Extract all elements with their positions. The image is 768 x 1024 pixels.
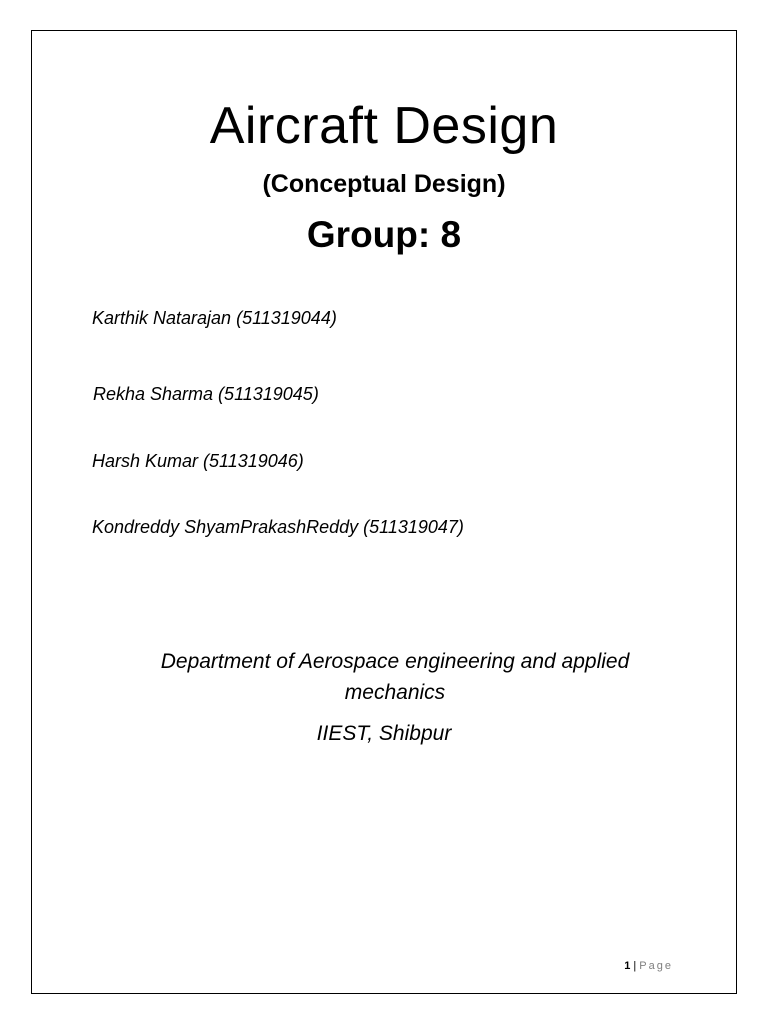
document-subtitle: (Conceptual Design) <box>262 170 506 198</box>
member-name: Kondreddy ShyamPrakashReddy (511319047) <box>92 517 464 537</box>
document-title: Aircraft Design <box>209 97 559 155</box>
footer-separator: | <box>633 960 637 972</box>
page-number: 1 <box>624 960 631 972</box>
institute-name: IIEST, Shibpur <box>316 722 452 745</box>
group-number: Group: 8 <box>306 214 462 255</box>
member-name: Rekha Sharma (511319045) <box>93 384 319 404</box>
member-name: Harsh Kumar (511319046) <box>92 451 304 471</box>
member-name: Karthik Natarajan (511319044) <box>92 308 337 328</box>
page-label: Page <box>639 960 673 972</box>
department-name: Department of Aerospace engineering and applied mechanics <box>160 650 630 704</box>
page-footer <box>624 958 673 974</box>
